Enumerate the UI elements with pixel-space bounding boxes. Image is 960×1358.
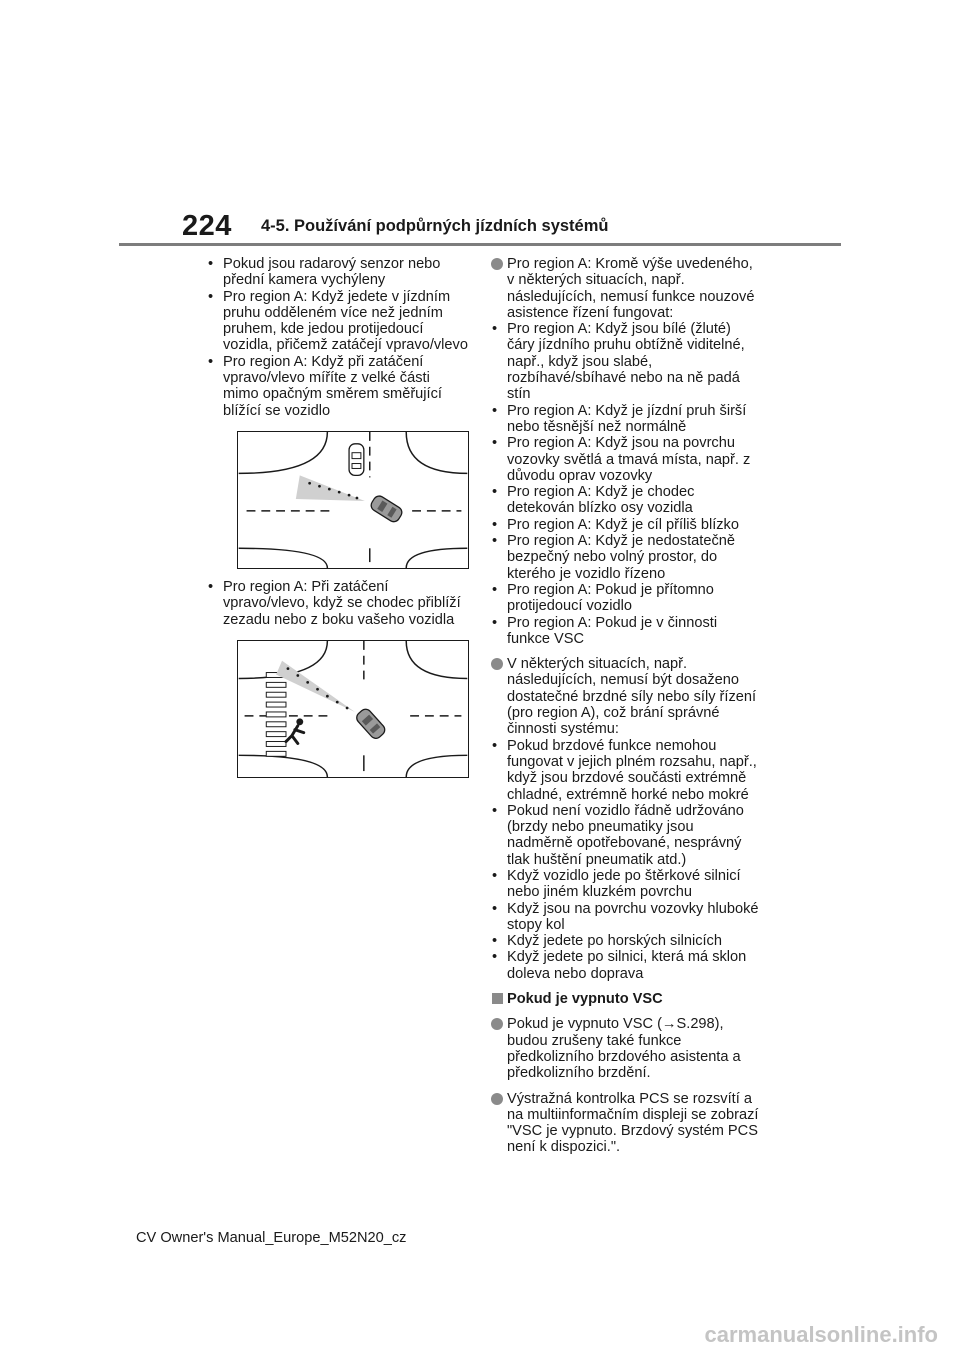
list-item: • Pro region A: Pokud je přítomno protijedoucí vozidlo	[491, 582, 761, 615]
left-column	[207, 256, 469, 788]
list-item: • Pokud není vozidlo řádně udržováno (brzdy nebo pneumatiky jsou nadměrně opotřebované, nesprávný tlak huštění pneumatik atd.)	[491, 803, 761, 868]
bullet-dot-icon	[491, 1093, 503, 1105]
right-bullet-list-1	[491, 321, 761, 647]
road-corner-top-right	[406, 641, 467, 678]
list-item: • Pro region A: Když jedete v jízdním pruhu odděleném více než jedním pruhem, kde jedou protijedoucí vozidla, přičemž zatáčejí vpravo/vlevo	[207, 289, 469, 354]
left-bullet-list-middle	[207, 579, 469, 628]
intersection-diagram-2	[238, 641, 468, 777]
road-corner-top-right	[406, 432, 467, 473]
sensor-beam	[296, 475, 365, 501]
car-icon	[354, 707, 387, 741]
bullet-paragraph	[491, 656, 761, 982]
figure-turning-pedestrian	[237, 640, 469, 778]
list-item: • Pokud jsou radarový senzor nebo přední kamera vychýleny	[207, 256, 469, 289]
road-corner-bottom-left	[239, 755, 328, 777]
list-item: • Pro region A: Pokud je v činnosti funkce VSC	[491, 615, 761, 648]
bullet-paragraph	[491, 256, 761, 647]
bullet-dot-icon	[491, 258, 503, 270]
road-corner-top-left	[239, 432, 328, 473]
subheading	[491, 991, 761, 1007]
paragraph-text: Pokud je vypnuto VSC (→S.298), budou zrušeny také funkce předkolizního brzdového asistenta a předkolizního brzdění.	[507, 1016, 741, 1082]
list-item: • Pokud brzdové funkce nemohou fungovat v jejich plném rozsahu, např., když jsou brzdové součásti extrémně chladné, extrémně horké nebo mokré	[491, 738, 761, 803]
bullet-paragraph	[491, 1016, 761, 1081]
header-rule	[119, 243, 841, 246]
intersection-diagram-1	[238, 432, 468, 568]
list-item: • Pro region A: Když je nedostatečně bezpečný nebo volný prostor, do kterého je vozidlo řízeno	[491, 533, 761, 582]
list-item: • Pro region A: Při zatáčení vpravo/vlevo, když se chodec přiblíží zezadu nebo z boku vašeho vozidla	[207, 579, 469, 628]
list-item: • Když jedete po horských silnicích	[491, 933, 761, 949]
list-item: • Když jedete po silnici, která má sklon doleva nebo doprava	[491, 949, 761, 982]
list-item: • Pro region A: Když je cíl příliš blízko	[491, 517, 761, 533]
car-icon	[349, 444, 364, 476]
paragraph-text: Pro region A: Kromě výše uvedeného, v některých situacích, např. následujících, nemusí funkce nouzové asistence řízení fungovat:	[507, 256, 755, 321]
section-square-icon	[492, 993, 503, 1004]
bullet-dot-icon	[491, 658, 503, 670]
right-bullet-list-2	[491, 738, 761, 982]
list-item: • Pro region A: Když při zatáčení vpravo/vlevo míříte z velké části mimo opačným směrem směřující blížící se vozidlo	[207, 354, 469, 419]
road-corner-bottom-left	[239, 548, 328, 568]
list-item: • Pro region A: Když je jízdní pruh širší nebo těsnější než normálně	[491, 403, 761, 436]
footer-text: CV Owner's Manual_Europe_M52N20_cz	[136, 1230, 407, 1246]
list-item: • Když vozidlo jede po štěrkové silnicí nebo jiném kluzkém povrchu	[491, 868, 761, 901]
paragraph-text: V některých situacích, např. následujících, nemusí být dosaženo dostatečné brzdné síly nebo síly řízení (pro region A), což brání správné činnosti systému:	[507, 656, 757, 738]
road-corner-bottom-right	[406, 548, 467, 568]
subheading-text: Pokud je vypnuto VSC	[507, 991, 663, 1008]
paragraph-text: Výstražná kontrolka PCS se rozsvítí a na multiinformačním displeji se zobrazí "VSC je vypnuto. Brzdový systém PCS není k dispozici.".	[507, 1090, 759, 1156]
watermark: carmanualsonline.info	[704, 1322, 938, 1347]
list-item: • Pro region A: Když je chodec detekován blízko osy vozidla	[491, 484, 761, 517]
bullet-paragraph	[491, 1091, 761, 1156]
list-item: • Pro region A: Když jsou na povrchu vozovky světlá a tmavá místa, např. z důvodu oprav vozovky	[491, 435, 761, 484]
pedestrian-icon	[286, 718, 304, 743]
list-item: • Pro region A: Když jsou bílé (žluté) čáry jízdního pruhu obtížně viditelné, např., když jsou slabé, rozbíhavé/sbíhavé nebo na ně padá stín	[491, 321, 761, 402]
page-number: 224	[182, 210, 232, 242]
figure-turning-oncoming-vehicle	[237, 431, 469, 569]
road-corner-bottom-right	[406, 755, 467, 777]
crosswalk-stripes	[266, 672, 286, 756]
car-icon	[369, 494, 404, 524]
bullet-dot-icon	[491, 1018, 503, 1030]
right-column	[491, 256, 761, 1165]
left-bullet-list-top	[207, 256, 469, 419]
section-title: 4-5. Používání podpůrných jízdních systémů	[261, 217, 609, 235]
list-item: • Když jsou na povrchu vozovky hluboké stopy kol	[491, 901, 761, 934]
